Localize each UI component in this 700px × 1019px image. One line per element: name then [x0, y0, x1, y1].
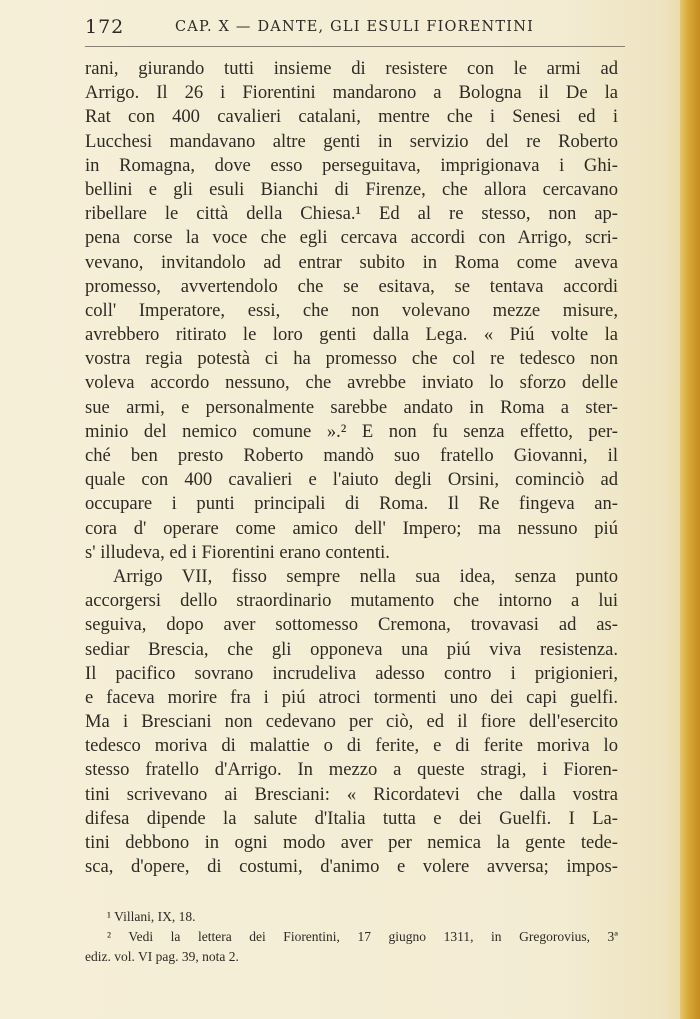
- text-line: tini debbono in ogni modo aver per nemica la gente tede-: [85, 832, 618, 853]
- text-line: bellini e gli esuli Bianchi di Firenze, che allora cercavano: [85, 178, 618, 200]
- text-line: coll' Imperatore, essi, che non volevano mezze misure,: [85, 299, 618, 321]
- running-title: CAP. X — DANTE, GLI ESULI FIORENTINI: [175, 19, 535, 35]
- text-line: voleva accordo nessuno, che avrebbe inviato lo sforzo delle: [85, 372, 618, 394]
- page-number: 172: [85, 16, 125, 38]
- text-line: Arrigo. Il 26 i Fiorentini mandarono a Bologna il De la: [85, 82, 618, 104]
- text-line: seguiva, dopo aver sottomesso Cremona, trovavasi ad as-: [85, 614, 618, 636]
- text-line: sca, d'opere, di costumi, d'animo e volere avversa; impos-: [85, 856, 618, 878]
- text-line: vevano, invitandolo ad entrar subito in Roma come aveva: [85, 251, 618, 273]
- text-line: rani, giurando tutti insieme di resistere con le armi ad: [85, 58, 618, 79]
- text-line: difesa dipende la salute d'Italia tutta e dei Guelfi. I La-: [85, 807, 618, 829]
- text-line: promesso, avvertendolo che se esitava, se tentava accordi: [85, 275, 618, 297]
- footnotes: [85, 907, 618, 967]
- text-line: ché ben presto Roberto mandò suo fratello Giovanni, il: [85, 445, 618, 466]
- text-line: avrebbero ritirato le loro genti dalla Lega. « Piú volte la: [85, 324, 618, 346]
- body-text: [85, 57, 618, 879]
- text-line: Il pacifico sovrano incrudeliva adesso contro i prigionieri,: [85, 662, 618, 684]
- page-edge: [680, 0, 700, 1019]
- page-header: [85, 14, 625, 44]
- text-line: vostra regia potestà ci ha promesso che col re tedesco non: [85, 348, 618, 370]
- text-line: pena corse la voce che egli cercava accordi con Arrigo, scri-: [85, 227, 618, 249]
- footnote-2: ² Vedi la lettera dei Fiorentini, 17 giugno 1311, in Gregorovius, 3ª: [107, 929, 618, 944]
- text-line: tedesco moriva di malattie o di ferite, e di ferite moriva lo: [85, 735, 618, 757]
- text-line: Ma i Bresciani non cedevano per ciò, ed il fiore dell'esercito: [85, 711, 618, 733]
- paragraph-start: Arrigo VII, fisso sempre nella sua idea, senza punto: [113, 565, 618, 587]
- text-line: ribellare le città della Chiesa.¹ Ed al re stesso, non ap-: [85, 203, 618, 225]
- footnote-1: ¹ Villani, IX, 18.: [107, 909, 196, 924]
- header-rule: [85, 46, 625, 47]
- text-line: occupare i punti principali di Roma. Il Re fingeva an-: [85, 493, 618, 515]
- footnote-2-continued: ediz. vol. VI pag. 39, nota 2.: [85, 949, 239, 964]
- text-line: sediar Brescia, che gli opponeva una piú viva resistenza.: [85, 638, 618, 660]
- text-line: in Romagna, dove esso perseguitava, imprigionava i Ghi-: [85, 154, 618, 176]
- text-line: s' illudeva, ed i Fiorentini erano contenti.: [85, 541, 390, 563]
- text-line: Lucchesi mandavano altre genti in servizio del re Roberto: [85, 130, 618, 152]
- text-line: minio del nemico comune ».² E non fu senza effetto, per-: [85, 420, 618, 442]
- text-line: e faceva morire fra i piú atroci tormenti uno dei capi guelfi.: [85, 686, 618, 708]
- text-line: quale con 400 cavalieri e l'aiuto degli Orsini, cominciò ad: [85, 469, 618, 491]
- text-line: cora d' operare come amico dell' Impero; ma nessuno piú: [85, 517, 618, 539]
- text-line: sue armi, e personalmente sarebbe andato in Roma a ster-: [85, 396, 618, 418]
- text-line: Rat con 400 cavalieri catalani, mentre che i Senesi ed i: [85, 106, 618, 128]
- text-line: stesso fratello d'Arrigo. In mezzo a queste stragi, i Fioren-: [85, 759, 618, 781]
- text-line: tini scrivevano ai Bresciani: « Ricordatevi che dalla vostra: [85, 783, 618, 805]
- text-line: accorgersi dello straordinario mutamento che intorno a lui: [85, 590, 618, 612]
